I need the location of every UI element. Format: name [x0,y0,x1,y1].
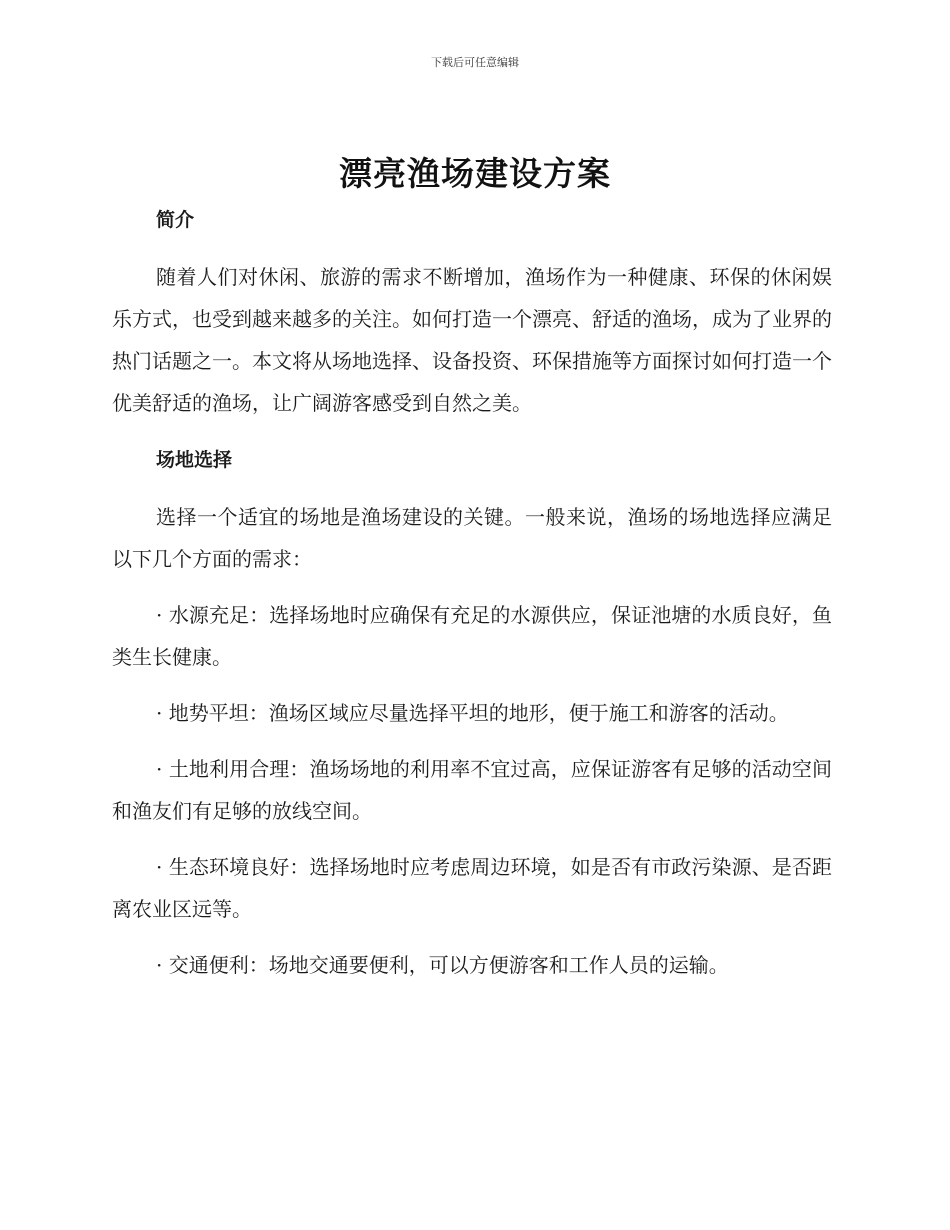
section-heading-intro: 简介 [156,209,195,231]
bullet-flat-terrain: · 地势平坦：渔场区域应尽量选择平坦的地形，便于施工和游客的活动。 [156,701,789,725]
section-heading-site-selection: 场地选择 [156,449,233,471]
document-body [112,204,832,986]
bullet-transport: · 交通便利：场地交通要便利，可以方便游客和工作人员的运输。 [156,953,729,977]
header-note: 下载后可任意编辑 [431,56,519,69]
intro-paragraph: 随着人们对休闲、旅游的需求不断增加，渔场作为一种健康、环保的休闲娱乐方式，也受到越来越多的关注。如何打造一个漂亮、舒适的渔场，成为了业界的热门话题之一。本文将从场地选择、设备投资、环保措施等方面探讨如何打造一个优美舒适的渔场，让广阔游客感受到自然之美。 [112,265,832,415]
bullet-water-source: · 水源充足：选择场地时应确保有充足的水源供应，保证池塘的水质良好，鱼类生长健康。 [112,603,832,669]
bullet-land-use: · 土地利用合理：渔场场地的利用率不宜过高，应保证游客有足够的活动空间和渔友们有足够的放线空间。 [112,757,832,823]
site-selection-paragraph: 选择一个适宜的场地是渔场建设的关键。一般来说，渔场的场地选择应满足以下几个方面的需求： [112,505,832,571]
bullet-ecology: · 生态环境良好：选择场地时应考虑周边环境，如是否有市政污染源、是否距离农业区远等。 [112,855,832,921]
document-title: 漂亮渔场建设方案 [339,154,611,193]
